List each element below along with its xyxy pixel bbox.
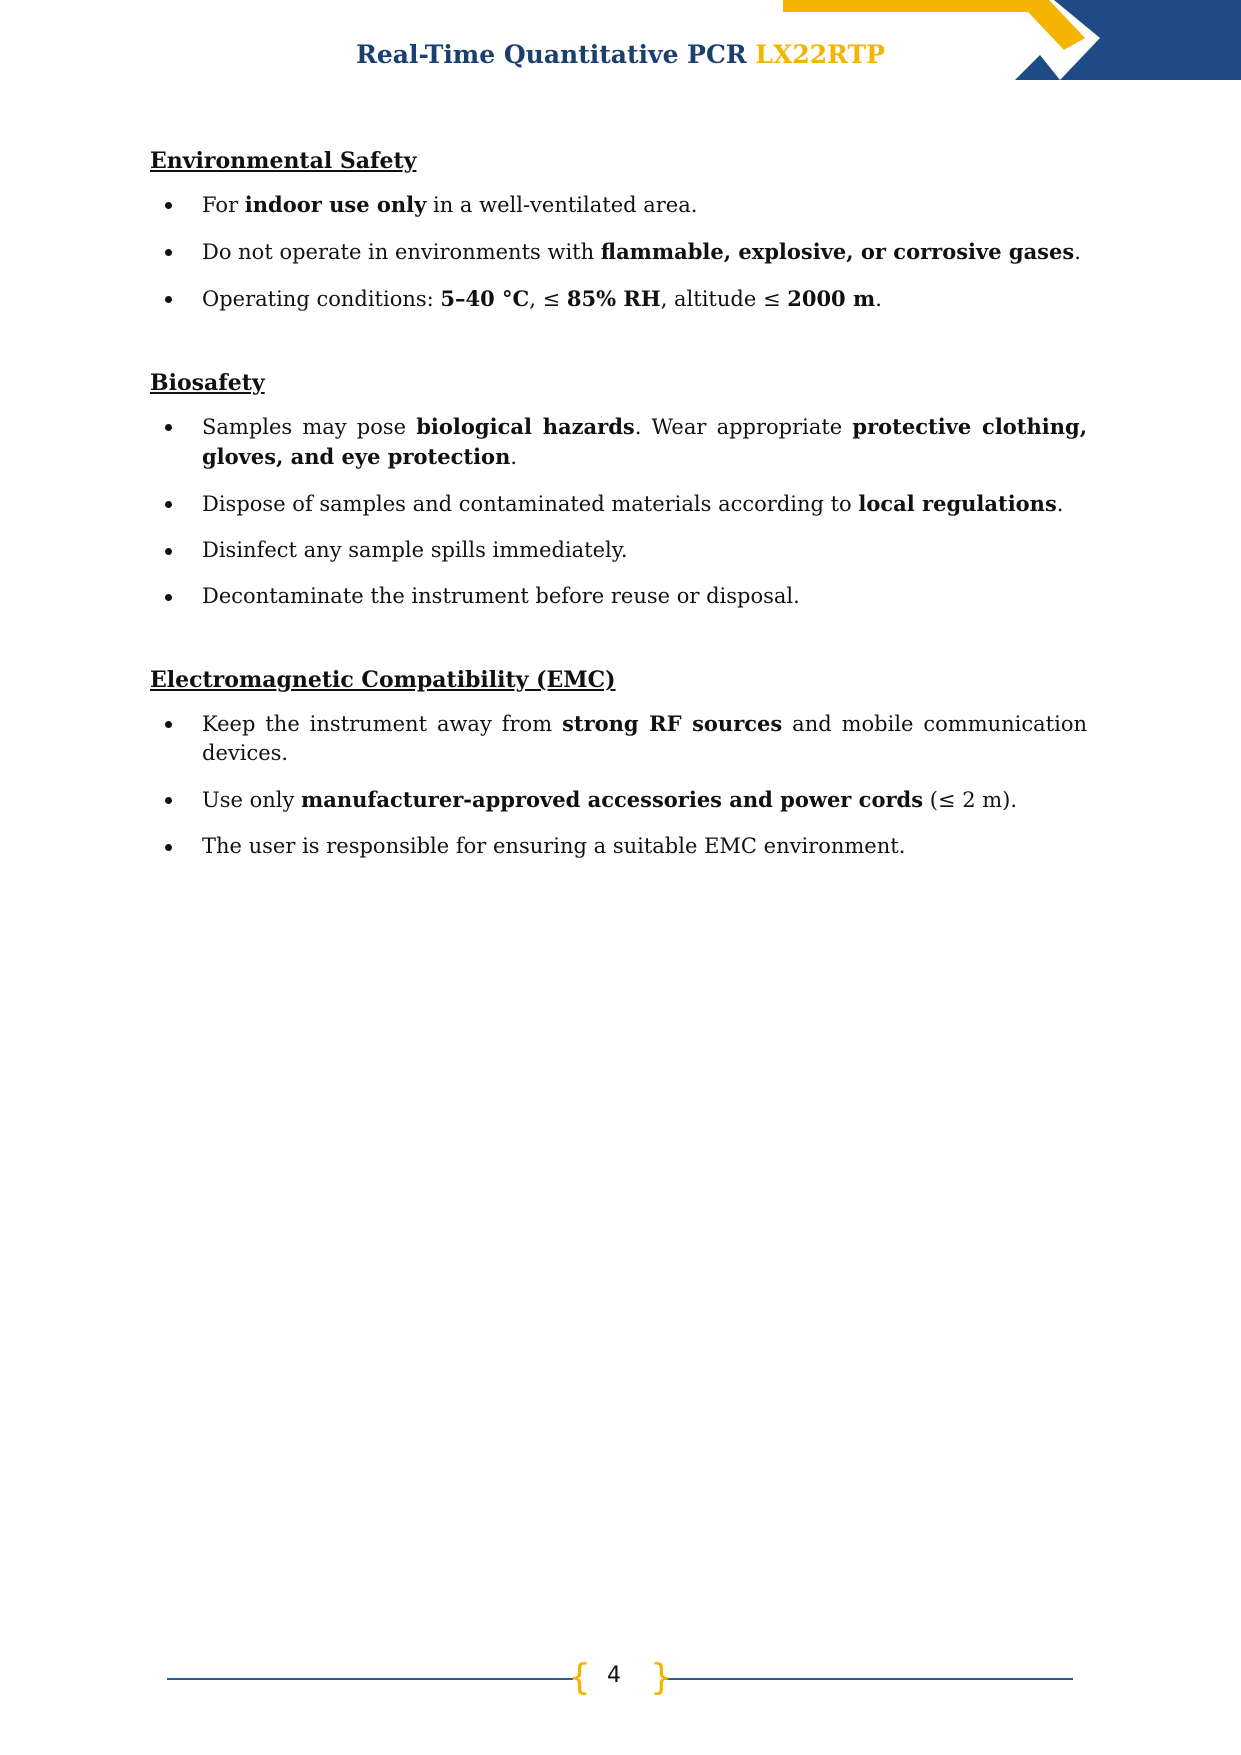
body-text: . xyxy=(875,287,882,311)
title-main: Real-Time Quantitative PCR xyxy=(356,40,747,69)
emphasis-text: strong RF sources xyxy=(562,711,783,736)
section xyxy=(150,368,1087,611)
emphasis-text: manufacturer-approved accessories and power cords xyxy=(301,787,924,812)
list-item xyxy=(150,709,1087,768)
bullet-icon xyxy=(165,721,172,728)
list-item xyxy=(150,785,1087,815)
bullet-icon xyxy=(165,202,172,209)
section-heading: Environmental Safety xyxy=(150,148,417,174)
bullet-icon xyxy=(165,797,172,804)
emphasis-text: flammable, explosive, or corrosive gases xyxy=(600,239,1075,264)
bullet-icon xyxy=(165,249,172,256)
body-text: Samples may pose xyxy=(202,415,417,439)
list-item xyxy=(150,832,1087,861)
list-item xyxy=(150,536,1087,565)
bullet-icon xyxy=(165,844,172,851)
bullet-icon xyxy=(165,548,172,555)
bullet-list xyxy=(150,190,1087,314)
title-model: LX22RTP xyxy=(755,40,885,69)
emphasis-text: indoor use only xyxy=(244,192,427,217)
section-heading: Biosafety xyxy=(150,370,265,396)
footer-bracket-close: } xyxy=(650,1657,673,1698)
bullet-icon xyxy=(165,424,172,431)
emphasis-text: protective clothing, gloves, and eye protection xyxy=(202,414,1088,469)
body-text: Do not operate in environments with xyxy=(202,240,601,264)
page-number: 4 xyxy=(607,1663,621,1688)
body-text: (≤ 2 m). xyxy=(923,788,1018,812)
list-item xyxy=(150,284,1087,314)
list-item xyxy=(150,190,1087,220)
body-text: The user is responsible for ensuring a suitable EMC environment. xyxy=(202,834,906,858)
emphasis-text: local regulations xyxy=(858,491,1057,516)
list-item xyxy=(150,489,1087,519)
page-footer xyxy=(0,1655,1241,1705)
body-text: Dispose of samples and contaminated materials according to xyxy=(202,492,859,516)
section xyxy=(150,146,1087,314)
body-text: and mobile communication devices. xyxy=(202,712,1087,765)
bullet-list xyxy=(150,709,1087,861)
emphasis-text: 5–40 °C xyxy=(440,286,530,311)
body-text: Decontaminate the instrument before reuse or disposal. xyxy=(202,584,800,608)
body-text: . Wear appropriate xyxy=(634,415,853,439)
body-text: , altitude ≤ xyxy=(660,287,788,311)
bullet-list xyxy=(150,412,1087,611)
body-text: . xyxy=(510,445,518,469)
body-text: Keep the instrument away from xyxy=(202,712,563,736)
footer-rule-left xyxy=(167,1678,573,1680)
page-content xyxy=(150,146,1087,915)
list-item xyxy=(150,412,1087,472)
body-text: Disinfect any sample spills immediately. xyxy=(202,538,628,562)
list-item xyxy=(150,582,1087,611)
body-text: in a well-ventilated area. xyxy=(426,193,698,217)
footer-bracket-open: { xyxy=(568,1657,591,1698)
bullet-icon xyxy=(165,296,172,303)
body-text: For xyxy=(202,193,245,217)
body-text: Operating conditions: xyxy=(202,287,441,311)
section-heading: Electromagnetic Compatibility (EMC) xyxy=(150,667,616,693)
document-title xyxy=(0,40,1241,69)
list-item xyxy=(150,237,1087,267)
emphasis-text: biological hazards xyxy=(416,414,635,439)
body-text: . xyxy=(1074,240,1081,264)
body-text: . xyxy=(1056,492,1064,516)
body-text: Use only xyxy=(202,788,302,812)
emphasis-text: 2000 m xyxy=(787,286,876,311)
body-text: , ≤ xyxy=(529,287,567,311)
bullet-icon xyxy=(165,594,172,601)
emphasis-text: 85% RH xyxy=(566,286,661,311)
bullet-icon xyxy=(165,501,172,508)
footer-rule-right xyxy=(664,1678,1073,1680)
section xyxy=(150,665,1087,861)
